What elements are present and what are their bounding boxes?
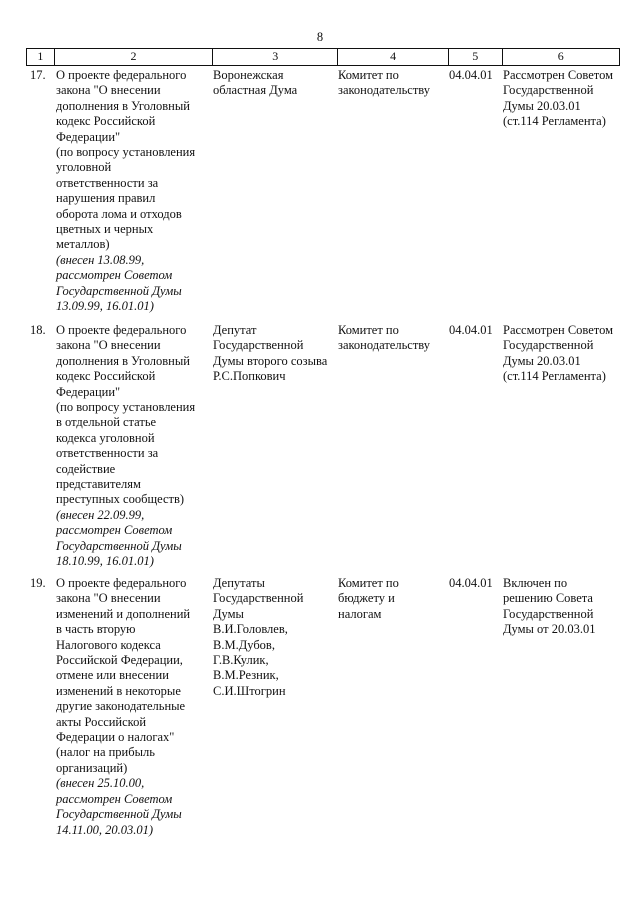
bill-title-line: Федерации" bbox=[56, 129, 121, 144]
status-line: решению Совета bbox=[503, 591, 593, 606]
initiator-line: Депутаты bbox=[213, 576, 265, 590]
status-line: Государственной bbox=[503, 606, 594, 621]
bill-title-line: закона "О внесении bbox=[56, 338, 161, 353]
column-header: 5 bbox=[449, 49, 503, 65]
initiator-cell bbox=[213, 323, 335, 385]
bill-title-line: (налог на прибыль bbox=[56, 745, 155, 760]
status-cell bbox=[503, 68, 623, 130]
initiator-line: С.И.Штогрин bbox=[213, 683, 286, 698]
initiator-line: Думы второго созыва bbox=[213, 353, 328, 368]
bill-title-line: ответственности за bbox=[56, 175, 159, 190]
bill-title-line: представителям bbox=[56, 477, 141, 492]
bill-title-line: Российской Федерации, bbox=[56, 653, 183, 668]
initiator-line: Депутат bbox=[213, 323, 257, 337]
bill-title-line: металлов) bbox=[56, 237, 110, 252]
bill-title-line: уголовной bbox=[56, 160, 112, 175]
bill-title-line: дополнения в Уголовный bbox=[56, 98, 190, 113]
bill-note-line: Государственной Думы bbox=[56, 283, 182, 298]
bill-title-line: преступных сообществ) bbox=[56, 492, 185, 507]
initiator-line: Государственной bbox=[213, 338, 304, 353]
committee-line: законодательству bbox=[338, 83, 431, 98]
initiator-line: Государственной bbox=[213, 591, 304, 606]
column-header: 4 bbox=[338, 49, 448, 65]
bill-title-cell bbox=[56, 323, 206, 570]
status-line: (ст.114 Регламента) bbox=[503, 114, 606, 129]
status-cell bbox=[503, 323, 623, 385]
bill-title-cell bbox=[56, 68, 206, 315]
date-cell: 04.04.01 bbox=[449, 576, 493, 590]
bill-title-line: кодекс Российской bbox=[56, 369, 156, 384]
bill-title-line: кодекса уголовной bbox=[56, 430, 155, 445]
bill-note-line: (внесен 22.09.99, bbox=[56, 507, 145, 522]
bill-title-line: ответственности за bbox=[56, 446, 159, 461]
date-cell: 04.04.01 bbox=[449, 323, 493, 337]
initiator-line: В.И.Головлев, bbox=[213, 622, 288, 637]
column-header: 6 bbox=[557, 49, 564, 63]
bill-note-line: 14.11.00, 20.03.01) bbox=[56, 822, 153, 837]
bill-title-line: О проекте федерального bbox=[56, 576, 187, 590]
committee-line: законодательству bbox=[338, 338, 431, 353]
status-line: Рассмотрен Советом bbox=[503, 68, 614, 82]
bill-note-line: 13.09.99, 16.01.01) bbox=[56, 299, 154, 314]
bill-title-line: изменений и дополнений bbox=[56, 606, 191, 621]
committee-line: Комитет по bbox=[338, 576, 399, 590]
bill-title-line: Федерации" bbox=[56, 384, 121, 399]
table-header bbox=[26, 48, 620, 66]
entry-number: 18. bbox=[30, 323, 46, 337]
status-line: Включен по bbox=[503, 576, 568, 590]
initiator-line: Воронежская bbox=[213, 68, 284, 82]
bill-note-line: Государственной Думы bbox=[56, 538, 182, 553]
bill-note-line: 18.10.99, 16.01.01) bbox=[56, 554, 154, 569]
initiator-line: Думы bbox=[213, 606, 244, 621]
column-header: 2 bbox=[55, 49, 213, 65]
bill-note-line: (внесен 25.10.00, bbox=[56, 776, 145, 791]
bill-title-line: О проекте федерального bbox=[56, 323, 187, 337]
bill-title-line: Налогового кодекса bbox=[56, 637, 161, 652]
committee-cell bbox=[338, 576, 442, 622]
bill-note-line: рассмотрен Советом bbox=[56, 791, 173, 806]
status-line: Думы от 20.03.01 bbox=[503, 622, 596, 637]
status-line: Государственной bbox=[503, 338, 594, 353]
initiator-line: областная Дума bbox=[213, 83, 298, 98]
bill-title-line: (по вопросу установления bbox=[56, 400, 196, 415]
bill-title-line: закона "О внесении bbox=[56, 83, 161, 98]
entry-number: 19. bbox=[30, 576, 46, 590]
initiator-cell bbox=[213, 576, 335, 699]
status-line: (ст.114 Регламента) bbox=[503, 369, 606, 384]
bill-title-line: кодекс Российской bbox=[56, 114, 156, 129]
committee-line: Комитет по bbox=[338, 68, 399, 82]
bill-title-line: (по вопросу установления bbox=[56, 145, 196, 160]
status-line: Рассмотрен Советом bbox=[503, 323, 614, 337]
bill-title-line: цветных и черных bbox=[56, 222, 154, 237]
initiator-line: В.М.Дубов, bbox=[213, 637, 275, 652]
initiator-cell bbox=[213, 68, 335, 99]
column-header: 3 bbox=[213, 49, 338, 65]
bill-note-line: (внесен 13.08.99, bbox=[56, 252, 145, 267]
page-number: 8 bbox=[316, 30, 324, 44]
bill-title-line: закона "О внесении bbox=[56, 591, 161, 606]
bill-title-cell bbox=[56, 576, 206, 838]
bill-title-line: в часть вторую bbox=[56, 622, 136, 637]
bill-title-line: нарушения правил bbox=[56, 191, 156, 206]
bill-note-line: Государственной Думы bbox=[56, 807, 182, 822]
date-cell: 04.04.01 bbox=[449, 68, 493, 82]
committee-line: Комитет по bbox=[338, 323, 399, 337]
committee-cell bbox=[338, 68, 442, 99]
bill-note-line: рассмотрен Советом bbox=[56, 523, 173, 538]
initiator-line: Р.С.Попкович bbox=[213, 369, 286, 384]
bill-title-line: дополнения в Уголовный bbox=[56, 353, 190, 368]
bill-note-line: рассмотрен Советом bbox=[56, 268, 173, 283]
bill-title-line: оборота лома и отходов bbox=[56, 206, 182, 221]
committee-cell bbox=[338, 323, 442, 354]
initiator-line: Г.В.Кулик, bbox=[213, 653, 269, 668]
initiator-line: В.М.Резник, bbox=[213, 668, 279, 683]
committee-line: налогам bbox=[338, 606, 382, 621]
status-line: Думы 20.03.01 bbox=[503, 98, 581, 113]
bill-title-line: О проекте федерального bbox=[56, 68, 187, 82]
bill-title-line: другие законодательные bbox=[56, 699, 186, 714]
bill-title-line: акты Российской bbox=[56, 714, 147, 729]
bill-title-line: Федерации о налогах" bbox=[56, 730, 175, 745]
status-line: Государственной bbox=[503, 83, 594, 98]
column-header: 1 bbox=[27, 49, 55, 65]
bill-title-line: изменений в некоторые bbox=[56, 683, 181, 698]
committee-line: бюджету и bbox=[338, 591, 395, 606]
bill-title-line: в отдельной статье bbox=[56, 415, 157, 430]
bill-title-line: организаций) bbox=[56, 760, 128, 775]
status-line: Думы 20.03.01 bbox=[503, 353, 581, 368]
entry-number: 17. bbox=[30, 68, 46, 82]
bill-title-line: отмене или внесении bbox=[56, 668, 169, 683]
bill-title-line: содействие bbox=[56, 461, 116, 476]
status-cell bbox=[503, 576, 623, 638]
